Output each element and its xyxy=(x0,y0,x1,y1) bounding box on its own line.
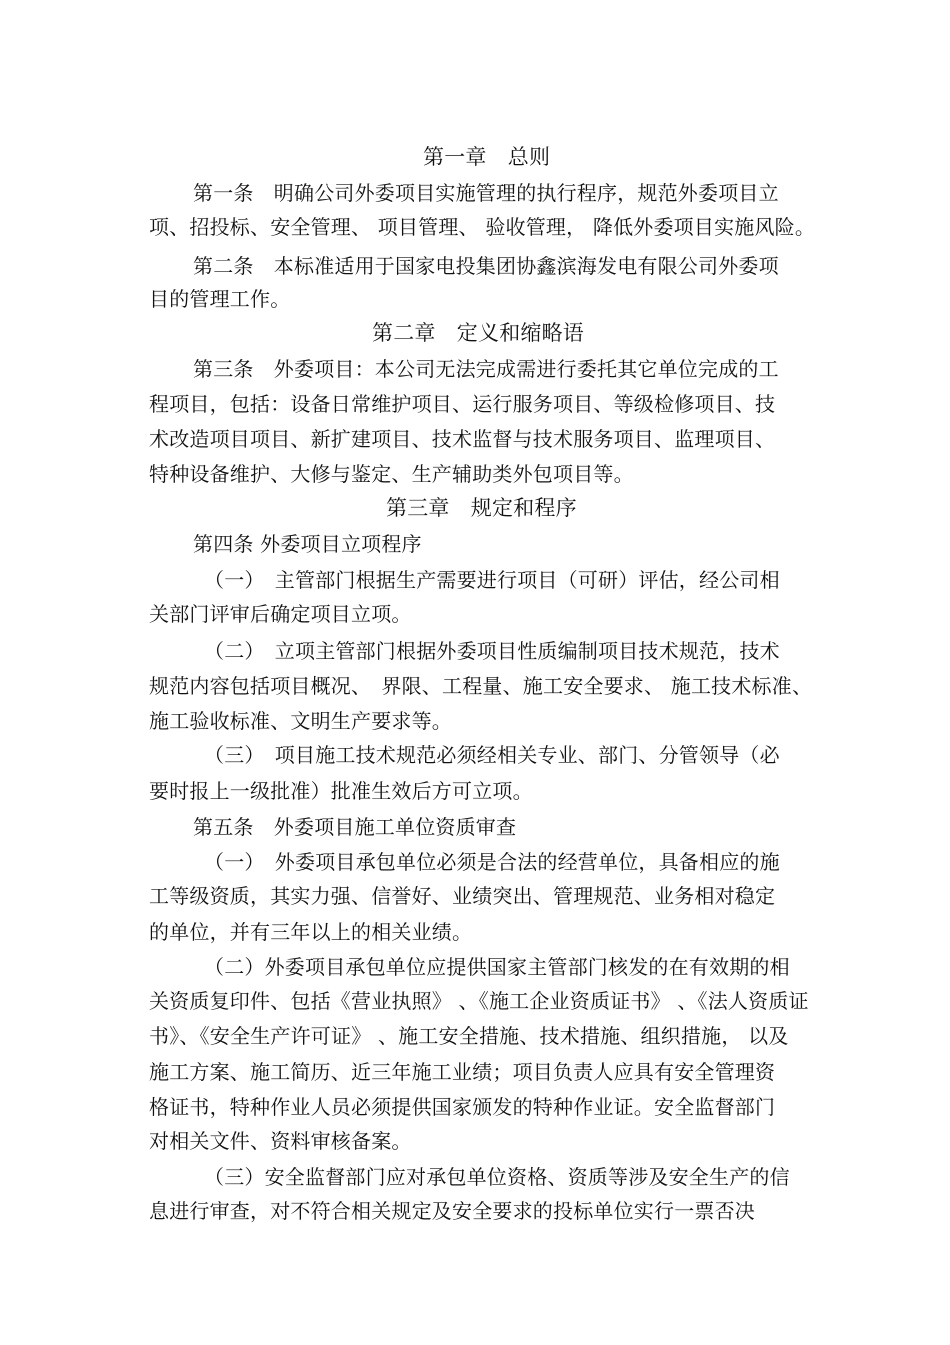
article-3-line-1: 第三条 外委项目：本公司无法完成需进行委托其它单位完成的工 xyxy=(193,357,779,381)
article-5-item-2-line-1: （二）外委项目承包单位应提供国家主管部门核发的在有效期的相 xyxy=(204,955,790,979)
article-5-item-3-line-2: 息进行审查，对不符合相关规定及安全要求的投标单位实行一票否决 xyxy=(149,1199,755,1223)
article-5-item-2-line-6: 对相关文件、资料审核备案。 xyxy=(149,1129,412,1153)
article-4-item-3-line-1: （三） 项目施工技术规范必须经相关专业、部门、分管领导（必 xyxy=(204,743,780,767)
article-5-item-2-line-5: 格证书，特种作业人员必须提供国家颁发的特种作业证。安全监督部门 xyxy=(149,1095,776,1119)
article-4-item-2-line-1: （二） 立项主管部门根据外委项目性质编制项目技术规范，技术 xyxy=(204,639,780,663)
article-4-item-2-line-3: 施工验收标准、文明生产要求等。 xyxy=(149,709,452,733)
article-5-item-2-line-2: 关资质复印件、包括《营业执照》 、《施工企业资质证书》 、《法人资质证 xyxy=(149,989,809,1013)
article-5-item-3-line-1: （三）安全监督部门应对承包单位资格、资质等涉及安全生产的信 xyxy=(204,1165,790,1189)
article-2-line-1: 第二条 本标准适用于国家电投集团协鑫滨海发电有限公司外委项 xyxy=(193,254,779,278)
article-4-item-3-line-2: 要时报上一级批准）批准生效后方可立项。 xyxy=(149,779,533,803)
article-5-item-1-line-2: 工等级资质，其实力强、信誉好、业绩突出、管理规范、业务相对稳定 xyxy=(149,884,776,908)
article-1-line-2: 项、招投标、安全管理、 项目管理、 验收管理， 降低外委项目实施风险。 xyxy=(149,215,816,239)
article-2-line-2: 目的管理工作。 xyxy=(149,287,291,311)
article-5-item-1-line-1: （一） 外委项目承包单位必须是合法的经营单位，具备相应的施 xyxy=(204,850,780,874)
chapter-3-title: 第三章 规定和程序 xyxy=(386,496,577,520)
article-4-title: 第四条 外委项目立项程序 xyxy=(193,532,422,556)
chapter-2-title: 第二章 定义和缩略语 xyxy=(372,321,584,345)
article-5-item-1-line-3: 的单位，并有三年以上的相关业绩。 xyxy=(149,920,473,944)
chapter-1-title: 第一章 总则 xyxy=(423,145,551,169)
article-3-line-4: 特种设备维护、大修与鉴定、生产辅助类外包项目等。 xyxy=(149,462,634,486)
article-3-line-3: 术改造项目项目、新扩建项目、技术监督与技术服务项目、监理项目、 xyxy=(149,427,776,451)
article-3-line-2: 程项目，包括：设备日常维护项目、运行服务项目、等级检修项目、技 xyxy=(149,392,776,416)
article-4-item-2-line-2: 规范内容包括项目概况、 界限、工程量、施工安全要求、 施工技术标准、 xyxy=(149,674,813,698)
article-1-line-1: 第一条 明确公司外委项目实施管理的执行程序，规范外委项目立 xyxy=(193,181,779,205)
article-4-item-1-line-2: 关部门评审后确定项目立项。 xyxy=(149,602,412,626)
article-5-title: 第五条 外委项目施工单位资质审查 xyxy=(193,815,517,839)
article-5-item-2-line-3: 书》、《安全生产许可证》 、施工安全措施、技术措施、组织措施， 以及 xyxy=(149,1024,789,1048)
article-5-item-2-line-4: 施工方案、施工简历、近三年施工业绩；项目负责人应具有安全管理资 xyxy=(149,1060,776,1084)
article-4-item-1-line-1: （一） 主管部门根据生产需要进行项目（可研）评估，经公司相 xyxy=(204,568,780,592)
